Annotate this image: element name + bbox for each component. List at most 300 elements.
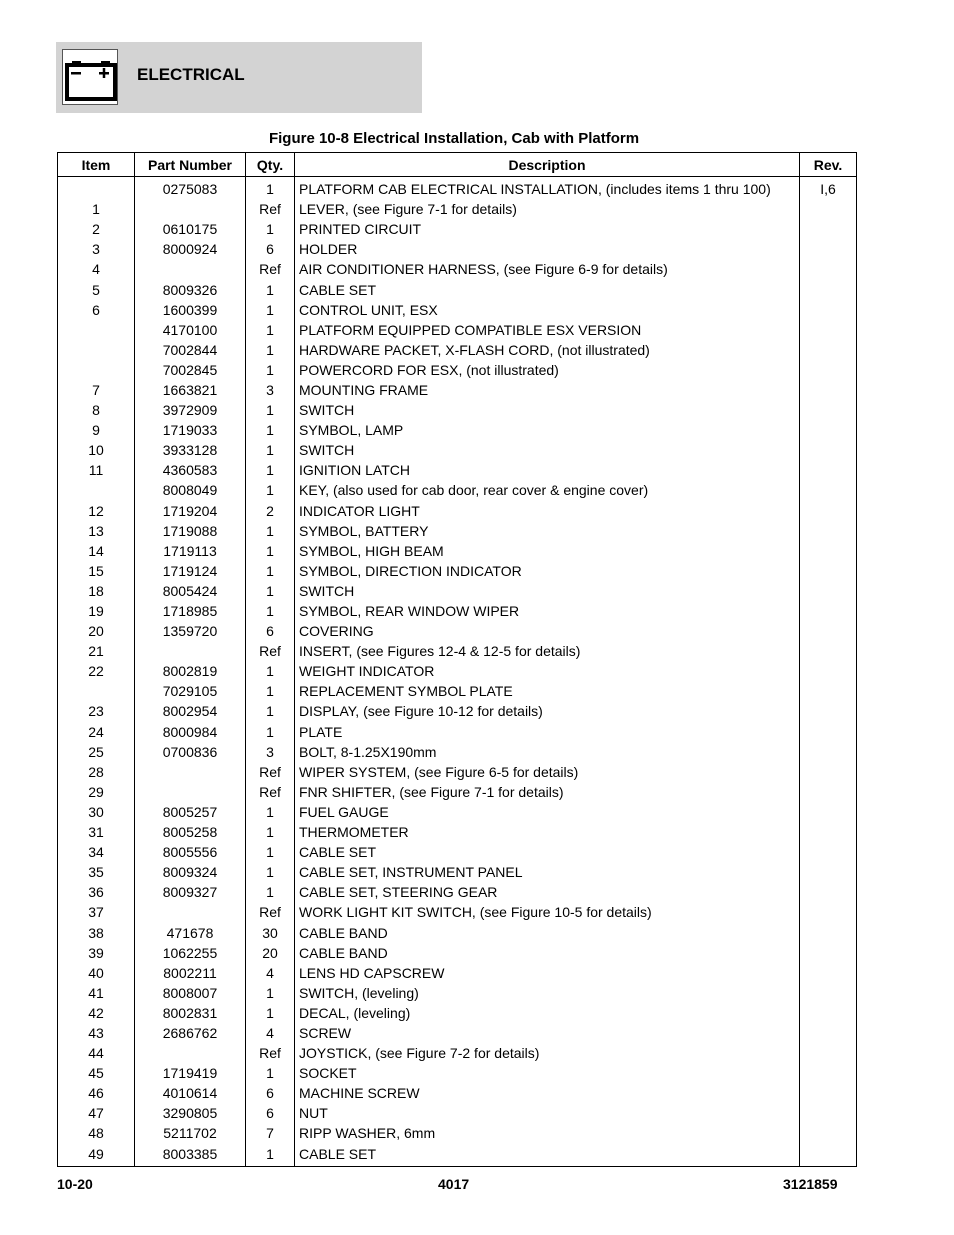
table-row xyxy=(58,1103,857,1123)
cell-qty: 30 xyxy=(246,922,295,942)
cell-qty: Ref xyxy=(246,782,295,802)
table-row xyxy=(58,943,857,963)
cell-qty: 6 xyxy=(246,239,295,259)
cell-description: HARDWARE PACKET, X-FLASH CORD, (not illustrated) xyxy=(295,340,800,360)
cell-item: 20 xyxy=(58,621,135,641)
cell-rev xyxy=(800,480,857,500)
cell-qty: 1 xyxy=(246,822,295,842)
table-row xyxy=(58,762,857,782)
cell-item: 31 xyxy=(58,822,135,842)
cell-rev xyxy=(800,1023,857,1043)
cell-item xyxy=(58,320,135,340)
cell-rev xyxy=(800,400,857,420)
cell-description: LENS HD CAPSCREW xyxy=(295,963,800,983)
cell-rev xyxy=(800,440,857,460)
manual-number: 3121859 xyxy=(783,1176,838,1192)
cell-part-number: 8009327 xyxy=(135,882,246,902)
cell-qty: 20 xyxy=(246,943,295,963)
table-row xyxy=(58,1083,857,1103)
cell-description: CONTROL UNIT, ESX xyxy=(295,300,800,320)
battery-icon xyxy=(62,49,118,105)
cell-item xyxy=(58,480,135,500)
cell-rev xyxy=(800,782,857,802)
table-row xyxy=(58,239,857,259)
cell-item: 9 xyxy=(58,420,135,440)
table-row xyxy=(58,177,857,200)
table-row xyxy=(58,1144,857,1167)
cell-item: 37 xyxy=(58,902,135,922)
cell-qty: 1 xyxy=(246,681,295,701)
cell-qty: Ref xyxy=(246,1043,295,1063)
cell-rev xyxy=(800,621,857,641)
cell-item: 21 xyxy=(58,641,135,661)
cell-part-number: 4360583 xyxy=(135,460,246,480)
cell-rev xyxy=(800,842,857,862)
cell-description: SYMBOL, LAMP xyxy=(295,420,800,440)
cell-part-number: 8002819 xyxy=(135,661,246,681)
page-number: 10-20 xyxy=(57,1176,93,1192)
cell-description: REPLACEMENT SYMBOL PLATE xyxy=(295,681,800,701)
cell-part-number: 8000984 xyxy=(135,722,246,742)
cell-part-number: 1719088 xyxy=(135,521,246,541)
table-row xyxy=(58,601,857,621)
cell-qty: 1 xyxy=(246,661,295,681)
table-row xyxy=(58,681,857,701)
cell-part-number xyxy=(135,782,246,802)
table-row xyxy=(58,259,857,279)
cell-description: CABLE BAND xyxy=(295,943,800,963)
cell-item: 5 xyxy=(58,279,135,299)
cell-item: 41 xyxy=(58,983,135,1003)
cell-qty: 1 xyxy=(246,541,295,561)
table-row xyxy=(58,440,857,460)
cell-part-number: 3290805 xyxy=(135,1103,246,1123)
cell-part-number: 0275083 xyxy=(135,177,246,200)
cell-qty: 1 xyxy=(246,862,295,882)
cell-qty: 1 xyxy=(246,279,295,299)
cell-qty: Ref xyxy=(246,902,295,922)
table-row xyxy=(58,460,857,480)
cell-qty: Ref xyxy=(246,259,295,279)
cell-rev xyxy=(800,199,857,219)
cell-qty: 1 xyxy=(246,722,295,742)
cell-qty: 1 xyxy=(246,561,295,581)
cell-description: RIPP WASHER, 6mm xyxy=(295,1123,800,1143)
cell-rev xyxy=(800,340,857,360)
cell-description: THERMOMETER xyxy=(295,822,800,842)
table-row xyxy=(58,1123,857,1143)
cell-description: LEVER, (see Figure 7-1 for details) xyxy=(295,199,800,219)
cell-part-number: 7029105 xyxy=(135,681,246,701)
cell-rev xyxy=(800,762,857,782)
cell-rev xyxy=(800,822,857,842)
table-row xyxy=(58,922,857,942)
table-row xyxy=(58,1003,857,1023)
cell-rev xyxy=(800,701,857,721)
cell-rev xyxy=(800,922,857,942)
cell-item xyxy=(58,177,135,200)
cell-qty: 1 xyxy=(246,842,295,862)
cell-part-number: 8000924 xyxy=(135,239,246,259)
column-header-item: Item xyxy=(58,153,135,177)
cell-rev xyxy=(800,320,857,340)
cell-description: INSERT, (see Figures 12-4 & 12-5 for details) xyxy=(295,641,800,661)
cell-qty: 6 xyxy=(246,1083,295,1103)
cell-description: CABLE SET, INSTRUMENT PANEL xyxy=(295,862,800,882)
cell-description: COVERING xyxy=(295,621,800,641)
cell-item: 22 xyxy=(58,661,135,681)
cell-description: FNR SHIFTER, (see Figure 7-1 for details) xyxy=(295,782,800,802)
cell-item: 44 xyxy=(58,1043,135,1063)
table-row xyxy=(58,480,857,500)
figure-title: Figure 10-8 Electrical Installation, Cab with Platform xyxy=(268,130,640,147)
cell-item: 1 xyxy=(58,199,135,219)
cell-item xyxy=(58,681,135,701)
table-row xyxy=(58,300,857,320)
cell-item: 39 xyxy=(58,943,135,963)
cell-description: DISPLAY, (see Figure 10-12 for details) xyxy=(295,701,800,721)
cell-qty: 1 xyxy=(246,177,295,200)
table-row xyxy=(58,701,857,721)
cell-qty: 7 xyxy=(246,1123,295,1143)
cell-part-number xyxy=(135,1043,246,1063)
cell-item: 48 xyxy=(58,1123,135,1143)
cell-description: CABLE BAND xyxy=(295,922,800,942)
cell-description: KEY, (also used for cab door, rear cover & engine cover) xyxy=(295,480,800,500)
column-header-part-number: Part Number xyxy=(135,153,246,177)
cell-item: 40 xyxy=(58,963,135,983)
cell-item: 28 xyxy=(58,762,135,782)
cell-item: 12 xyxy=(58,501,135,521)
table-row xyxy=(58,501,857,521)
cell-qty: 1 xyxy=(246,1063,295,1083)
cell-description: MACHINE SCREW xyxy=(295,1083,800,1103)
table-row xyxy=(58,802,857,822)
cell-qty: 1 xyxy=(246,601,295,621)
cell-qty: 1 xyxy=(246,983,295,1003)
parts-table xyxy=(57,152,857,1167)
cell-item: 14 xyxy=(58,541,135,561)
table-row xyxy=(58,400,857,420)
cell-description: SYMBOL, DIRECTION INDICATOR xyxy=(295,561,800,581)
table-row xyxy=(58,722,857,742)
cell-description: POWERCORD FOR ESX, (not illustrated) xyxy=(295,360,800,380)
table-row xyxy=(58,882,857,902)
column-header-rev: Rev. xyxy=(800,153,857,177)
cell-description: CABLE SET xyxy=(295,1144,800,1167)
cell-qty: 1 xyxy=(246,1144,295,1167)
cell-qty: 1 xyxy=(246,1003,295,1023)
cell-qty: 1 xyxy=(246,300,295,320)
cell-item: 42 xyxy=(58,1003,135,1023)
cell-description: SWITCH xyxy=(295,400,800,420)
cell-rev xyxy=(800,1003,857,1023)
cell-description: DECAL, (leveling) xyxy=(295,1003,800,1023)
cell-description: SCREW xyxy=(295,1023,800,1043)
cell-description: CABLE SET, STEERING GEAR xyxy=(295,882,800,902)
table-row xyxy=(58,862,857,882)
cell-part-number: 8003385 xyxy=(135,1144,246,1167)
cell-rev xyxy=(800,882,857,902)
cell-part-number: 8009326 xyxy=(135,279,246,299)
cell-rev xyxy=(800,279,857,299)
table-row xyxy=(58,420,857,440)
cell-rev xyxy=(800,501,857,521)
parts-table-body xyxy=(58,177,857,1167)
cell-description: CABLE SET xyxy=(295,279,800,299)
cell-description: CABLE SET xyxy=(295,842,800,862)
table-row xyxy=(58,219,857,239)
cell-rev xyxy=(800,581,857,601)
table-row xyxy=(58,782,857,802)
cell-description: SYMBOL, REAR WINDOW WIPER xyxy=(295,601,800,621)
cell-part-number: 1062255 xyxy=(135,943,246,963)
cell-part-number: 1600399 xyxy=(135,300,246,320)
cell-item: 47 xyxy=(58,1103,135,1123)
cell-item: 23 xyxy=(58,701,135,721)
cell-description: MOUNTING FRAME xyxy=(295,380,800,400)
cell-qty: 1 xyxy=(246,320,295,340)
table-row xyxy=(58,661,857,681)
cell-description: FUEL GAUGE xyxy=(295,802,800,822)
cell-item: 29 xyxy=(58,782,135,802)
table-row xyxy=(58,581,857,601)
cell-item: 19 xyxy=(58,601,135,621)
cell-qty: 4 xyxy=(246,963,295,983)
cell-part-number: 1719419 xyxy=(135,1063,246,1083)
cell-part-number: 8005258 xyxy=(135,822,246,842)
cell-part-number xyxy=(135,902,246,922)
cell-item: 49 xyxy=(58,1144,135,1167)
cell-rev xyxy=(800,219,857,239)
cell-rev xyxy=(800,742,857,762)
cell-part-number: 8002211 xyxy=(135,963,246,983)
cell-part-number: 8002954 xyxy=(135,701,246,721)
cell-description: WEIGHT INDICATOR xyxy=(295,661,800,681)
cell-part-number: 8002831 xyxy=(135,1003,246,1023)
cell-description: NUT xyxy=(295,1103,800,1123)
cell-part-number: 8005556 xyxy=(135,842,246,862)
table-row xyxy=(58,1063,857,1083)
cell-item: 10 xyxy=(58,440,135,460)
cell-qty: 1 xyxy=(246,340,295,360)
section-title: ELECTRICAL xyxy=(137,65,245,84)
cell-rev xyxy=(800,239,857,259)
cell-qty: Ref xyxy=(246,762,295,782)
cell-rev xyxy=(800,420,857,440)
cell-part-number xyxy=(135,199,246,219)
cell-rev: I,6 xyxy=(800,177,857,200)
cell-rev xyxy=(800,460,857,480)
cell-description: BOLT, 8-1.25X190mm xyxy=(295,742,800,762)
cell-description: PRINTED CIRCUIT xyxy=(295,219,800,239)
cell-description: HOLDER xyxy=(295,239,800,259)
cell-part-number: 8009324 xyxy=(135,862,246,882)
cell-part-number: 0700836 xyxy=(135,742,246,762)
cell-item: 38 xyxy=(58,922,135,942)
cell-item: 7 xyxy=(58,380,135,400)
cell-qty: 2 xyxy=(246,501,295,521)
cell-description: SOCKET xyxy=(295,1063,800,1083)
table-row xyxy=(58,340,857,360)
cell-rev xyxy=(800,1063,857,1083)
cell-qty: 1 xyxy=(246,882,295,902)
table-row xyxy=(58,641,857,661)
cell-part-number: 1719124 xyxy=(135,561,246,581)
cell-part-number: 7002844 xyxy=(135,340,246,360)
table-row xyxy=(58,1043,857,1063)
cell-rev xyxy=(800,722,857,742)
cell-rev xyxy=(800,862,857,882)
cell-qty: 1 xyxy=(246,701,295,721)
cell-item: 34 xyxy=(58,842,135,862)
cell-part-number: 1359720 xyxy=(135,621,246,641)
cell-rev xyxy=(800,380,857,400)
cell-rev xyxy=(800,902,857,922)
cell-rev xyxy=(800,259,857,279)
cell-description: SWITCH xyxy=(295,440,800,460)
cell-part-number: 1719204 xyxy=(135,501,246,521)
cell-rev xyxy=(800,521,857,541)
table-header-row xyxy=(58,153,857,177)
cell-item: 18 xyxy=(58,581,135,601)
table-row xyxy=(58,199,857,219)
cell-part-number: 4010614 xyxy=(135,1083,246,1103)
cell-rev xyxy=(800,360,857,380)
cell-part-number xyxy=(135,259,246,279)
cell-part-number: 1719033 xyxy=(135,420,246,440)
cell-qty: Ref xyxy=(246,199,295,219)
cell-item xyxy=(58,340,135,360)
cell-part-number xyxy=(135,762,246,782)
cell-part-number xyxy=(135,641,246,661)
cell-item xyxy=(58,360,135,380)
cell-description: AIR CONDITIONER HARNESS, (see Figure 6-9 for details) xyxy=(295,259,800,279)
table-row xyxy=(58,320,857,340)
table-row xyxy=(58,279,857,299)
cell-part-number: 1663821 xyxy=(135,380,246,400)
cell-description: SYMBOL, HIGH BEAM xyxy=(295,541,800,561)
cell-description: WORK LIGHT KIT SWITCH, (see Figure 10-5 for details) xyxy=(295,902,800,922)
cell-rev xyxy=(800,963,857,983)
cell-part-number: 8005424 xyxy=(135,581,246,601)
cell-qty: 6 xyxy=(246,621,295,641)
cell-qty: 1 xyxy=(246,581,295,601)
table-row xyxy=(58,521,857,541)
cell-description: PLATE xyxy=(295,722,800,742)
cell-part-number: 1719113 xyxy=(135,541,246,561)
table-row xyxy=(58,842,857,862)
cell-part-number: 1718985 xyxy=(135,601,246,621)
table-row xyxy=(58,822,857,842)
cell-rev xyxy=(800,943,857,963)
cell-rev xyxy=(800,983,857,1003)
cell-qty: 1 xyxy=(246,400,295,420)
cell-item: 25 xyxy=(58,742,135,762)
cell-item: 8 xyxy=(58,400,135,420)
cell-part-number: 8008049 xyxy=(135,480,246,500)
cell-description: PLATFORM EQUIPPED COMPATIBLE ESX VERSION xyxy=(295,320,800,340)
cell-qty: Ref xyxy=(246,641,295,661)
cell-description: JOYSTICK, (see Figure 7-2 for details) xyxy=(295,1043,800,1063)
cell-qty: 1 xyxy=(246,440,295,460)
cell-part-number: 471678 xyxy=(135,922,246,942)
cell-part-number: 2686762 xyxy=(135,1023,246,1043)
cell-rev xyxy=(800,681,857,701)
cell-item: 4 xyxy=(58,259,135,279)
cell-rev xyxy=(800,601,857,621)
cell-description: PLATFORM CAB ELECTRICAL INSTALLATION, (includes items 1 thru 100) xyxy=(295,177,800,200)
table-row xyxy=(58,963,857,983)
column-header-qty: Qty. xyxy=(246,153,295,177)
cell-rev xyxy=(800,1043,857,1063)
cell-item: 3 xyxy=(58,239,135,259)
cell-qty: 1 xyxy=(246,420,295,440)
cell-qty: 3 xyxy=(246,380,295,400)
cell-rev xyxy=(800,661,857,681)
cell-description: INDICATOR LIGHT xyxy=(295,501,800,521)
cell-qty: 3 xyxy=(246,742,295,762)
table-row xyxy=(58,621,857,641)
cell-qty: 1 xyxy=(246,360,295,380)
cell-rev xyxy=(800,1103,857,1123)
cell-part-number: 8005257 xyxy=(135,802,246,822)
cell-item: 46 xyxy=(58,1083,135,1103)
cell-description: SWITCH xyxy=(295,581,800,601)
table-row xyxy=(58,1023,857,1043)
cell-rev xyxy=(800,802,857,822)
table-row xyxy=(58,541,857,561)
cell-qty: 1 xyxy=(246,802,295,822)
table-row xyxy=(58,360,857,380)
cell-qty: 4 xyxy=(246,1023,295,1043)
table-row xyxy=(58,742,857,762)
cell-item: 30 xyxy=(58,802,135,822)
cell-qty: 1 xyxy=(246,480,295,500)
table-row xyxy=(58,561,857,581)
cell-qty: 6 xyxy=(246,1103,295,1123)
cell-part-number: 8008007 xyxy=(135,983,246,1003)
cell-qty: 1 xyxy=(246,521,295,541)
cell-description: WIPER SYSTEM, (see Figure 6-5 for details) xyxy=(295,762,800,782)
cell-description: SYMBOL, BATTERY xyxy=(295,521,800,541)
cell-item: 36 xyxy=(58,882,135,902)
cell-item: 11 xyxy=(58,460,135,480)
cell-rev xyxy=(800,541,857,561)
cell-item: 13 xyxy=(58,521,135,541)
cell-description: IGNITION LATCH xyxy=(295,460,800,480)
cell-item: 35 xyxy=(58,862,135,882)
cell-item: 45 xyxy=(58,1063,135,1083)
table-row xyxy=(58,902,857,922)
cell-item: 15 xyxy=(58,561,135,581)
cell-description: SWITCH, (leveling) xyxy=(295,983,800,1003)
column-header-description: Description xyxy=(295,153,800,177)
cell-part-number: 3972909 xyxy=(135,400,246,420)
table-row xyxy=(58,983,857,1003)
cell-rev xyxy=(800,641,857,661)
cell-rev xyxy=(800,561,857,581)
cell-part-number: 3933128 xyxy=(135,440,246,460)
cell-rev xyxy=(800,1144,857,1167)
cell-rev xyxy=(800,1123,857,1143)
cell-item: 24 xyxy=(58,722,135,742)
cell-qty: 1 xyxy=(246,460,295,480)
cell-rev xyxy=(800,1083,857,1103)
cell-rev xyxy=(800,300,857,320)
model-number: 4017 xyxy=(438,1176,470,1192)
cell-part-number: 7002845 xyxy=(135,360,246,380)
